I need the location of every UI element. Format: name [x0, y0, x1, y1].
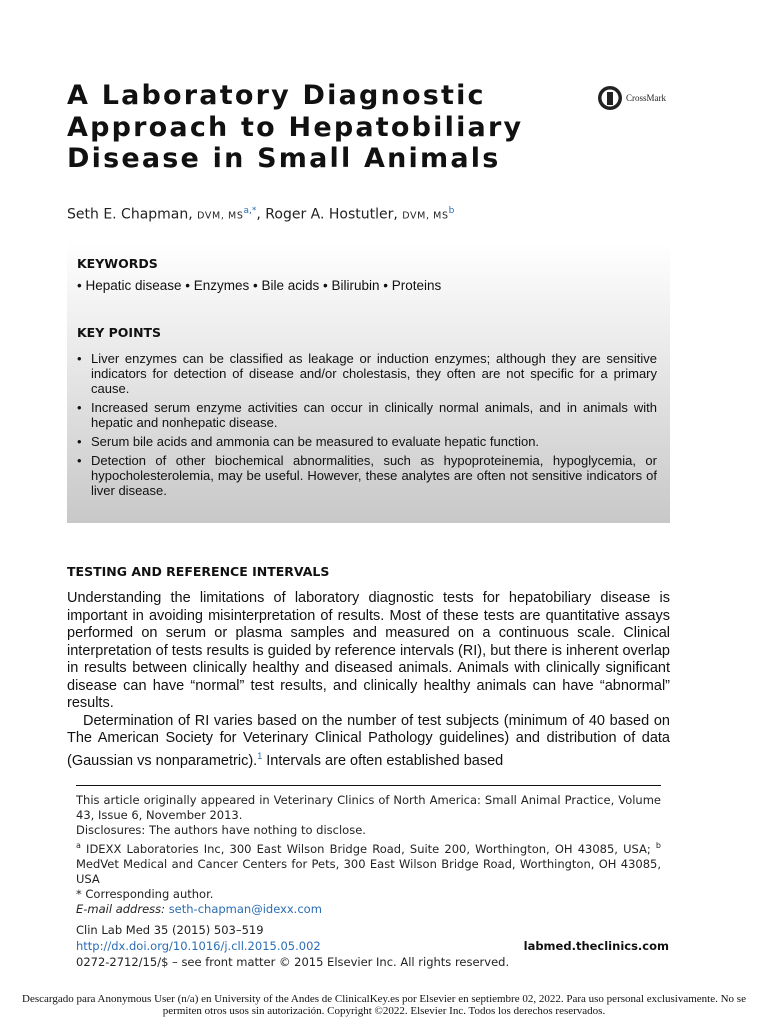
body-text [67, 590, 670, 770]
author-separator: , [256, 206, 261, 223]
title-line: A Laboratory Diagnostic [67, 80, 486, 111]
affiliation-text: MedVet Medical and Cancer Centers for Pets, 300 East Wilson Bridge Road, Worthington, OH 43085, USA [76, 856, 661, 886]
issn-copyright: 0272-2712/15/$ – see front matter © 2015 Elsevier Inc. All rights reserved. [76, 955, 510, 969]
keywords-heading: KEYWORDS [77, 256, 158, 271]
doi-link[interactable]: http://dx.doi.org/10.1016/j.cll.2015.05.002 [76, 939, 321, 953]
affiliation-marker: a [76, 841, 81, 850]
title-line: Disease in Small Animals [67, 143, 501, 174]
crossmark-icon [597, 85, 623, 111]
keypoint-item: • Detection of other biochemical abnormalities, such as hypoproteinemia, hypoglycemia, or hypocholesterolemia, may be useful. However, these analytes are often not sensitive indicators of liver disease. [77, 453, 657, 498]
keypoints-list [77, 351, 657, 502]
keywords-list: • Hepatic disease • Enzymes • Bile acids • Bilirubin • Proteins [77, 278, 442, 293]
title-line: Approach to Hepatobiliary [67, 111, 524, 143]
keypoint-item: • Increased serum enzyme activities can occur in clinically normal animals, and in animals with hepatic and nonhepatic disease. [77, 400, 657, 430]
original-publication-note: This article originally appeared in Veterinary Clinics of North America: Small Animal Practice, Volume 43, Issue 6, November 2013. [76, 793, 661, 822]
affiliation-marker: b [655, 841, 661, 850]
reference-link[interactable]: 1 [257, 750, 263, 761]
email-label: E-mail address: [76, 901, 166, 916]
affiliation-marker[interactable]: b [448, 206, 455, 216]
corresponding-author-note: * Corresponding author. [76, 886, 214, 901]
download-notice: Descargado para Anonymous User (n/a) en University of the Andes de ClinicalKey.es por Elsevier en septiembre 02, 2022. Para uso personal exclusivamente. No se permiten otros usos sin autorización. Copyright ©2022. Elsevier Inc. Todos los derechos reservados. [22, 993, 746, 1017]
disclosures-note: Disclosures: The authors have nothing to disclose. [76, 823, 366, 837]
email-link[interactable]: seth-chapman@idexx.com [168, 901, 322, 916]
author-credentials: DVM, MS [197, 210, 244, 222]
affiliations-note [76, 838, 661, 887]
author-list [67, 206, 454, 223]
author-credentials: DVM, MS [402, 210, 449, 222]
author-name: Roger A. Hostutler, [265, 206, 398, 223]
body-paragraph [67, 713, 670, 770]
keypoints-heading: KEY POINTS [77, 325, 162, 340]
article-title [67, 80, 567, 175]
crossmark-label: CrossMark [626, 93, 666, 103]
journal-site: labmed.theclinics.com [523, 939, 669, 953]
section-heading: TESTING AND REFERENCE INTERVALS [67, 564, 330, 579]
doi-row [76, 938, 669, 954]
affiliation-text: IDEXX Laboratories Inc, 300 East Wilson Bridge Road, Suite 200, Worthington, OH 43085, USA; [80, 841, 656, 856]
abstract-box [67, 241, 670, 523]
body-paragraph: Understanding the limitations of laboratory diagnostic tests for hepatobiliary disease is important in avoiding misinterpretation of results. Most of these tests are quantitative assays performed on serum or plasma samples and measured on a continuous scale. Clinical interpretation of tests results is guided by reference intervals (RI), but there is inherent overlap in results between clinically healthy and diseased animals. Animals with clinically significant disease can have “normal” test results, and clinically healthy animals can have “abnormal” results. [67, 590, 670, 711]
paragraph-text: Determination of RI varies based on the number of test subjects (minimum of 40 based on The American Society for Veterinary Clinical Pathology guidelines) and distribution of data (Gaussian vs nonparametric). [67, 712, 670, 769]
author-name: Seth E. Chapman, [67, 206, 193, 223]
footnotes [76, 793, 661, 917]
keypoint-item: • Serum bile acids and ammonia can be measured to evaluate hepatic function. [77, 434, 657, 449]
affiliation-marker[interactable]: a,* [243, 206, 257, 216]
email-line [76, 902, 661, 917]
journal-citation: Clin Lab Med 35 (2015) 503–519 [76, 923, 264, 937]
paragraph-text: Intervals are often established based [262, 752, 504, 769]
crossmark-badge[interactable] [597, 85, 666, 111]
keypoint-item: • Liver enzymes can be classified as leakage or induction enzymes; although they are sensitive indicators for detection of disease and/or cholestasis, they often are not specific for a primary cause. [77, 351, 657, 396]
citation-block [76, 922, 669, 970]
footnote-divider [76, 785, 661, 786]
